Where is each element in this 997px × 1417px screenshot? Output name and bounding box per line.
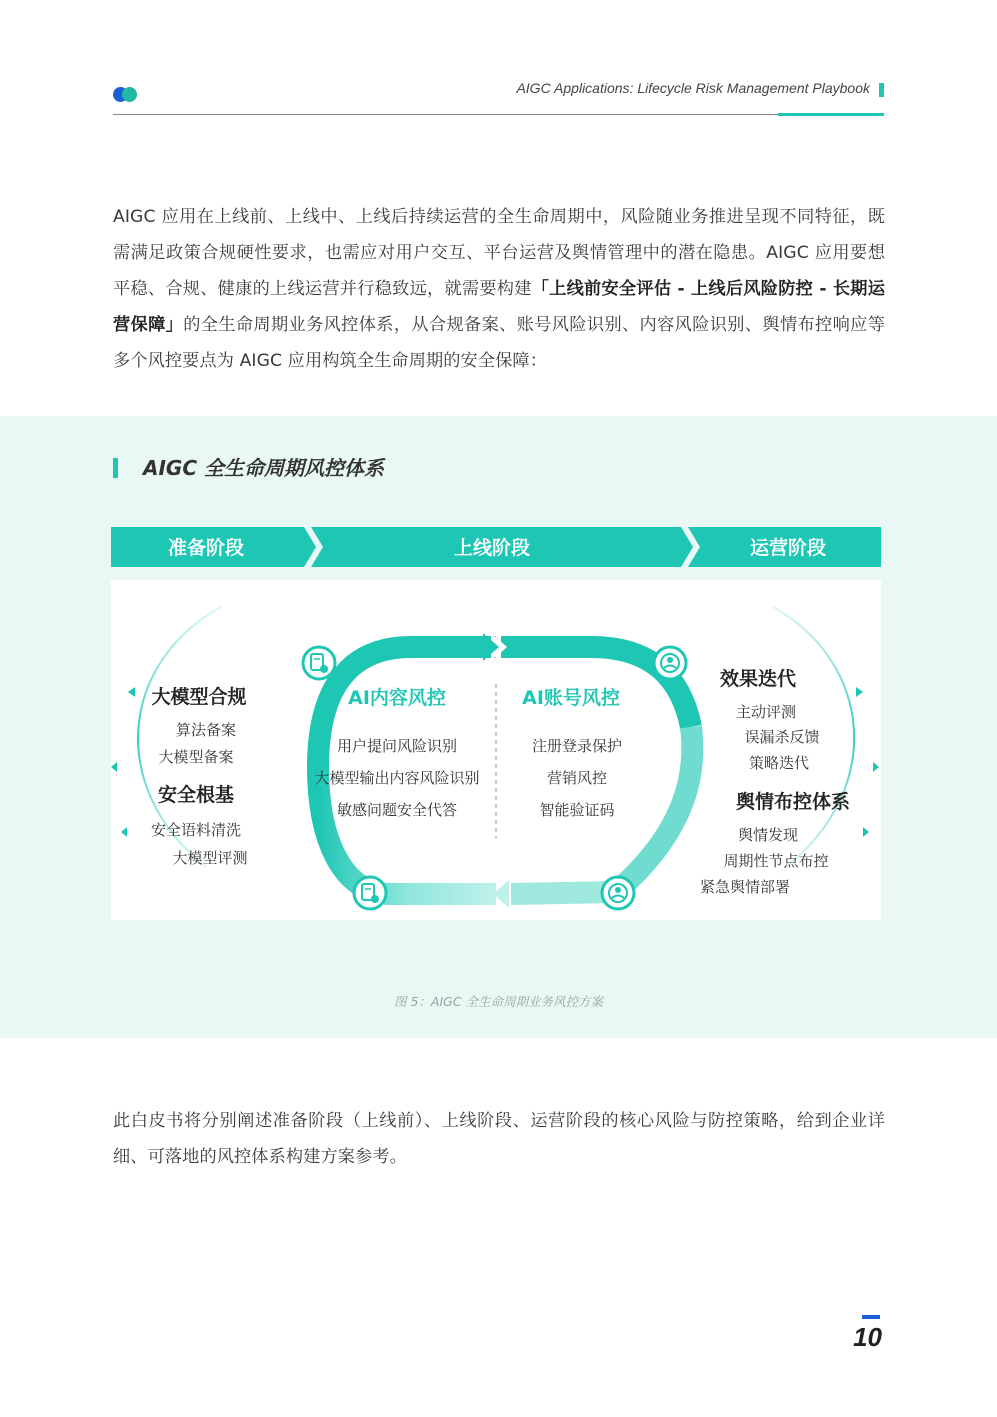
user-circle-icon (654, 647, 686, 679)
page-number: 10 (853, 1322, 882, 1352)
right-item: 误漏杀反馈 (744, 728, 820, 746)
figure-caption: 图 5：AIGC 全生命周期业务风控方案 (393, 994, 604, 1009)
left-heading-foundation: 安全根基 (157, 784, 235, 806)
right-heading-iteration: 效果迭代 (719, 668, 797, 690)
page-number-mark (862, 1315, 880, 1319)
header-accent-mark (879, 83, 884, 97)
center-heading-content: AI内容风控 (348, 687, 446, 709)
center-right-item: 注册登录保护 (531, 737, 623, 755)
right-item: 策略迭代 (748, 754, 810, 772)
center-left-item: 敏感问题安全代答 (336, 801, 458, 819)
center-left-item: 大模型输出内容风险识别 (314, 769, 480, 787)
loop-ring-bottom (511, 892, 616, 894)
right-item: 舆情发现 (737, 826, 799, 844)
document-shield-icon (354, 877, 386, 909)
figure-title-bar (113, 458, 118, 478)
intro-bold-phrase: 「上线前安全评估 - 上线后风险防控 - 长期运营保障」 (113, 279, 885, 335)
center-left-item: 用户提问风险识别 (336, 737, 458, 755)
left-item: 大模型备案 (158, 748, 234, 766)
right-item: 紧急舆情部署 (699, 878, 791, 896)
stage-banner (111, 527, 881, 567)
intro-paragraph (113, 199, 885, 379)
stage-label-launch: 上线阶段 (453, 537, 531, 559)
intro-text-1: AIGC 应用在上线前、上线中、上线后持续运营的全生命周期中，风险随业务推进呈现不同特征，既需满足政策合规硬性要求，也需应对用户交互、平台运营及舆情管理中的潜在隐患。AIGC 应用要想平稳、合规、健康的上线运营并行稳致远，就需要构建 (113, 207, 885, 299)
center-right-item: 智能验证码 (539, 801, 615, 819)
header-accent-bar (778, 113, 884, 116)
figure-title: AIGC 全生命周期风控体系 (143, 456, 384, 480)
running-title: AIGC Applications: Lifecycle Risk Management Playbook (516, 80, 870, 96)
left-heading-compliance: 大模型合规 (151, 686, 247, 708)
right-heading-sentiment: 舆情布控体系 (735, 791, 851, 813)
center-right-item: 营销风控 (546, 769, 608, 787)
stage-label-ops: 运营阶段 (749, 537, 827, 559)
left-item: 算法备案 (175, 721, 237, 739)
right-item: 周期性节点布控 (723, 852, 829, 870)
document-shield-icon (303, 647, 335, 679)
center-heading-account: AI账号风控 (522, 687, 620, 709)
right-item: 主动评测 (735, 703, 797, 721)
user-circle-icon (602, 877, 634, 909)
logo-dot-teal (122, 87, 137, 102)
stage-label-prep: 准备阶段 (167, 537, 245, 559)
left-item: 安全语料清洗 (150, 821, 242, 839)
outro-paragraph: 此白皮书将分别阐述准备阶段（上线前）、上线阶段、运营阶段的核心风险与防控策略，给到企业详细、可落地的风控体系构建方案参考。 (113, 1111, 885, 1167)
header-rule (113, 114, 883, 115)
left-item: 大模型评测 (172, 849, 248, 867)
lifecycle-diagram (111, 527, 883, 937)
intro-text-2: 的全生命周期业务风控体系，从合规备案、账号风险识别、内容风险识别、舆情布控响应等多个风控要点为 AIGC 应用构筑全生命周期的安全保障： (113, 315, 885, 371)
